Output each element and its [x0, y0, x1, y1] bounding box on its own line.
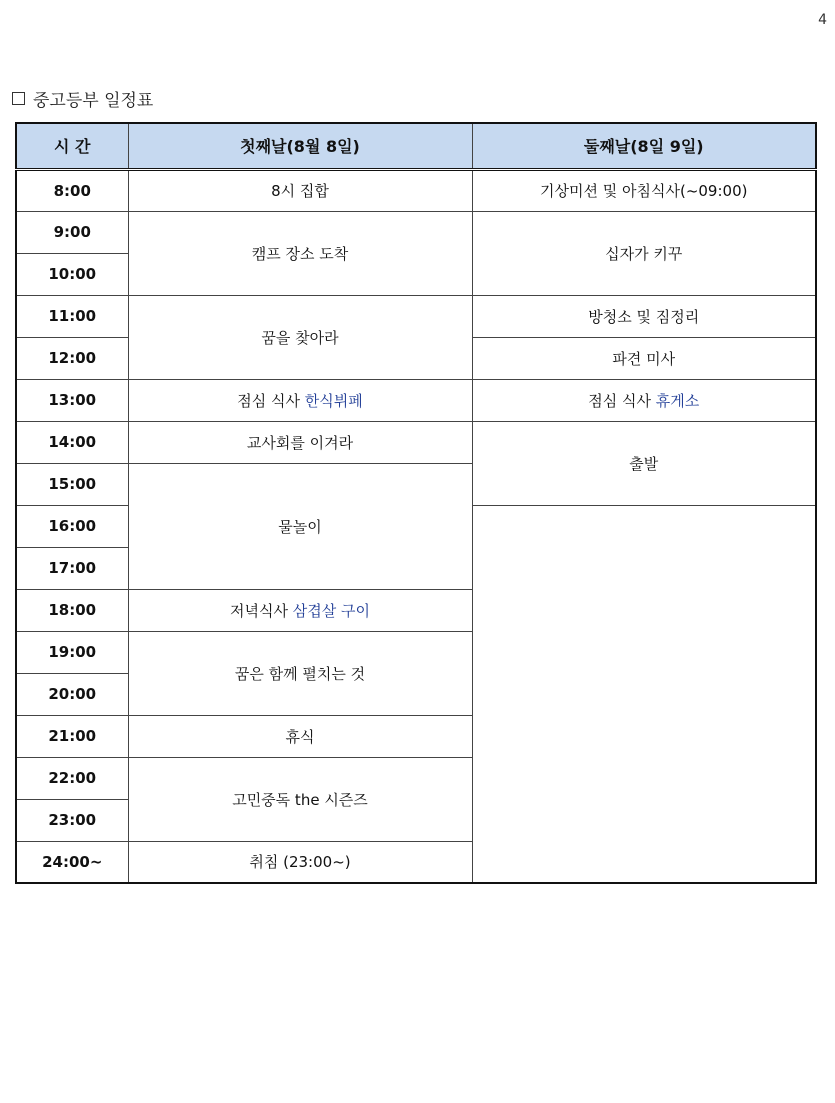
table-row: [16, 421, 816, 463]
time-cell: 16:00: [16, 505, 128, 547]
checkbox-square-icon: [12, 92, 25, 105]
day2-cell: 파견 미사: [472, 337, 816, 379]
day2-cell: 기상미션 및 아침식사(~09:00): [472, 169, 816, 211]
page-number: 4: [818, 12, 827, 28]
day1-cell: 8시 집합: [128, 169, 472, 211]
time-cell: 17:00: [16, 547, 128, 589]
lunch-menu: 한식뷔페: [304, 391, 363, 410]
header-time: 시 간: [16, 123, 128, 169]
day1-cell: 휴식: [128, 715, 472, 757]
section-title-text: 중고등부 일정표: [33, 91, 154, 111]
day2-cell: 십자가 키꾸: [472, 211, 816, 295]
table-row: [16, 169, 816, 211]
time-cell: 21:00: [16, 715, 128, 757]
dinner-label: 저녁식사: [230, 601, 293, 620]
time-cell: 18:00: [16, 589, 128, 631]
header-day1: 첫째날(8월 8일): [128, 123, 472, 169]
day2-cell: 출발: [472, 421, 816, 505]
time-cell: 15:00: [16, 463, 128, 505]
day1-cell: [128, 379, 472, 421]
day1-cell: 꿈을 찾아라: [128, 295, 472, 379]
time-cell: 9:00: [16, 211, 128, 253]
time-cell: 14:00: [16, 421, 128, 463]
day1-cell: 캠프 장소 도착: [128, 211, 472, 295]
day1-cell: 취침 (23:00~): [128, 841, 472, 883]
time-cell: 13:00: [16, 379, 128, 421]
table-header-row: [16, 123, 816, 169]
schedule-table: [15, 122, 817, 884]
lunch-label: 점심 식사: [237, 391, 305, 410]
day1-cell: [128, 589, 472, 631]
table-row: [16, 379, 816, 421]
table-row: [16, 295, 816, 337]
time-cell: 12:00: [16, 337, 128, 379]
time-cell: 24:00~: [16, 841, 128, 883]
time-cell: 11:00: [16, 295, 128, 337]
time-cell: 10:00: [16, 253, 128, 295]
time-cell: 22:00: [16, 757, 128, 799]
day1-cell: 물놀이: [128, 463, 472, 589]
table-row: [16, 211, 816, 253]
day1-cell: 고민중독 the 시즌즈: [128, 757, 472, 841]
time-cell: 8:00: [16, 169, 128, 211]
day2-cell: [472, 379, 816, 421]
day2-cell: 방청소 및 짐정리: [472, 295, 816, 337]
dinner-menu: 삼겹살 구이: [292, 601, 370, 620]
header-day2: 둘째날(8일 9일): [472, 123, 816, 169]
time-cell: 20:00: [16, 673, 128, 715]
day1-cell: 교사회를 이겨라: [128, 421, 472, 463]
day1-cell: 꿈은 함께 펼치는 것: [128, 631, 472, 715]
time-cell: 19:00: [16, 631, 128, 673]
day2-empty-cell: [472, 505, 816, 883]
time-cell: 23:00: [16, 799, 128, 841]
lunch-place: 휴게소: [655, 391, 700, 410]
section-title: [12, 86, 153, 111]
lunch-label: 점심 식사: [588, 391, 656, 410]
